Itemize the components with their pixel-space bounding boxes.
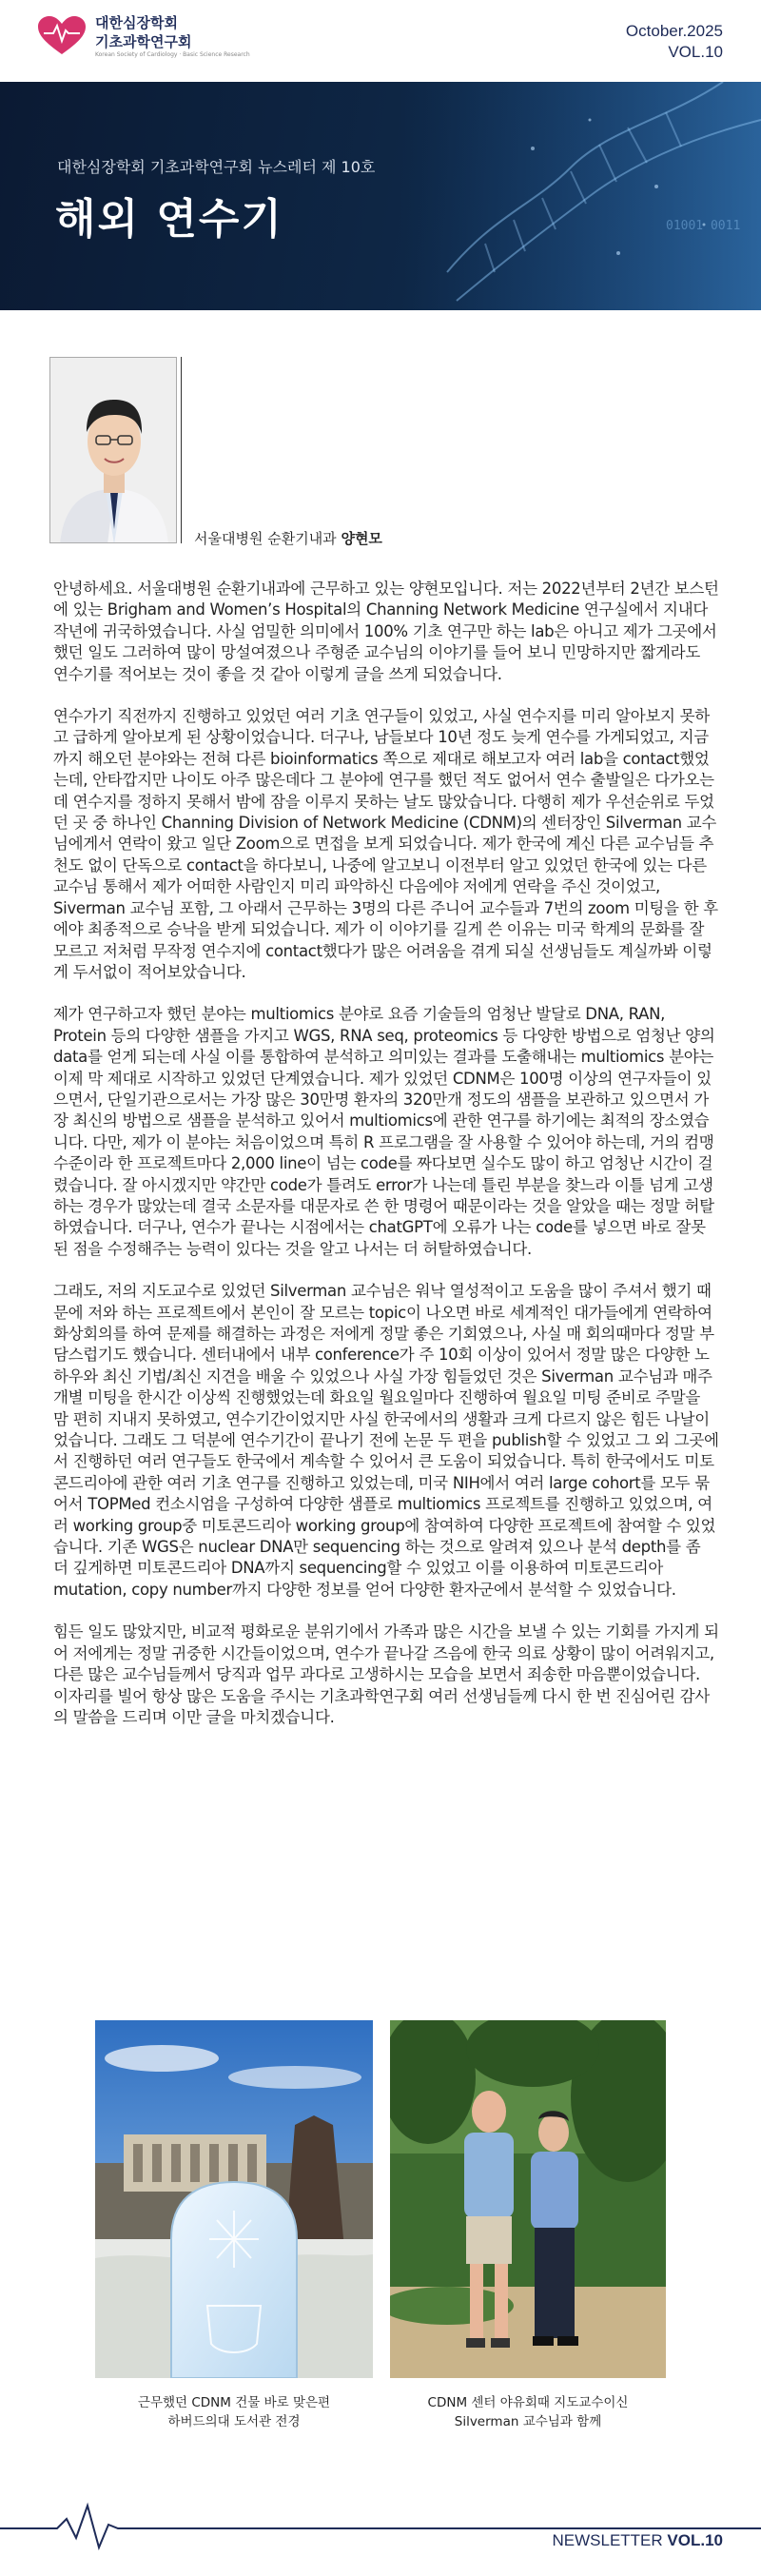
caption-line: 근무했던 CDNM 건물 바로 맞은편 [137, 2395, 331, 2410]
society-logo[interactable] [34, 13, 250, 59]
photo-caption [95, 2393, 373, 2431]
article-body [53, 579, 719, 1749]
issue-info [626, 21, 723, 63]
author-name: 양현모 [341, 530, 382, 547]
paragraph: 그래도, 저의 지도교수로 있었던 Silverman 교수님은 워낙 열성적이고 도움을 많이 주셔서 했기 때문에 저와 하는 프로젝트에서 본인이 잘 모르는 topic이 나오면 바로 세계적인 대가들에게 연락하여 화상회의를 하여 문제를 해결하는 과정은 저에게 정말 좋은 기회였으나, 사실 매 회의때마다 정말 부담스럽기도 했습니다. 센터내에서 내부 conference가 주 10회 이상이 있어서 정말 많은 다양한 노하우와 최신 기법/최신 지견을 배울 수 있었으나 사실 가장 힘들었던 것은 Siverman 교수님과 매주 개별 미팅을 한시간 이상씩 진행했었는데 화요일 월요일마다 진행하여 월요일 미팅 준비로 주말을 맘 편히 지내지 못하였고, 연수기간이었지만 사실 한국에서의 생활과 크게 다르지 않은 힘든 나날이었습니다. 그래도 그 덕분에 연수기간이 끝나기 전에 논문 두 편을 publish할 수 있었고 그 외 그곳에서 진행하던 여러 연구들도 한국에서 계속할 수 있어서 큰 도움이 되었습니다. 특히 한국에서도 미토콘드리아에 관한 여러 기초 연구를 진행하고 있었는데, 미국 NIH에서 여러 large cohort를 모두 묶어서 TOPMed 컨소시엄을 구성하여 다양한 샘플로 multiomics 프로젝트를 진행하고 있었으며, 여러 working group중 미토콘드리아 working group에 참여하여 다양한 프로젝트에 참여할 수 있었습니다. 기존 WGS은 nuclear DNA만 sequencing 하는 것으로 알려져 있으나 분석 depth를 좀 더 깊게하면 미토콘드리아 DNA까지 sequencing할 수 있었고 이를 이용하여 미토콘드리아 mutation, copy number까지 다양한 정보를 얻어 다양한 환자군에서 분석할 수 있었습니다. [53, 1282, 719, 1599]
author-caption [194, 528, 382, 548]
issue-volume: VOL.10 [668, 43, 723, 61]
caption-line: Silverman 교수님과 함께 [454, 2414, 602, 2429]
author-divider [181, 357, 182, 543]
caption-line: CDNM 센터 야유회때 지도교수이신 [427, 2395, 629, 2410]
hero-banner [0, 82, 761, 310]
paragraph: 안녕하세요. 서울대병원 순환기내과에 근무하고 있는 양현모입니다. 저는 2022년부터 2년간 보스턴에 있는 Brigham and Women’s Hospital의 Channing Network Medicine 연구실에서 지내다 작년에 귀국하였습니다. 사실 엄밀한 의미에서 100% 기초 연구만 하는 lab은 아니고 제가 그곳에서 했던 일도 그러하여 많이 망설여졌으나 주형준 교수님의 이야기를 들어 보니 민망하지만 짧게라도 연수기를 적어보는 것이 좋을 것 같아 이렇게 글을 쓰게 되었습니다. [53, 580, 719, 683]
page-title: 해외 연수기 [55, 195, 283, 244]
author-affiliation: 서울대병원 순환기내과 [194, 530, 337, 547]
page-header [0, 0, 761, 76]
banner-subtitle: 대한심장학회 기초과학연구회 뉴스레터 제 10호 [57, 158, 376, 176]
org-name-line1: 대한심장학회 [95, 14, 178, 31]
paragraph: 연수가기 직전까지 진행하고 있었던 여러 기초 연구들이 있었고, 사실 연수지를 미리 알아보지 못하고 급하게 알아보게 된 상황이었습니다. 더구나, 남들보다 10년 정도 늦게 연수를 가게되었고, 지금까지 해오던 분야와는 전혀 다른 bioinformatics 쪽으로 제대로 해보고자 여러 lab을 contact했었는데, 안타깝지만 나이도 아주 많은데다 그 분야에 연구를 했던 적도 없어서 연수 출발일은 다가오는데 연수지를 정하지 못해서 밤에 잠을 이루지 못하는 날도 많았습니다. 다행히 제가 우선순위로 두었던 곳 중 하나인 Channing Division of Network Medicine (CDNM)의 센터장인 Silverman 교수님에게서 연락이 왔고 일단 Zoom으로 면접을 보게 되었습니다. 제가 한국에 계신 다른 교수님들 추천도 없이 단독으로 contact을 하다보니, 나중에 알고보니 이전부터 알고 있었던 한국에 있는 다른 교수님 통해서 제가 어떠한 사람인지 미리 파악하신 다음에야 저에게 연락을 주신 것이었고, Siverman 교수님 포함, 그 아래서 근무하는 3명의 다른 주니어 교수들과 7번의 zoom 미팅을 한 후에야 최종적으로 승낙을 받게 되었습니다. 제가 이 이야기를 길게 쓴 이유는 미국 학계의 문화를 잘 모르고 저처럼 무작정 연수지에 contact했다가 많은 어려움을 겪게 되실 선생님들도 계실까봐 이렇게 두서없이 적어보았습니다. [53, 707, 718, 981]
paragraph: 제가 연구하고자 했던 분야는 multiomics 분야로 요즘 기술들의 엄청난 발달로 DNA, RAN, Protein 등의 다양한 샘플을 가지고 WGS, RNA seq, proteomics 등 다양한 방법으로 엄청난 양의 data를 얻게 되는데 사실 이를 통합하여 분석하고 의미있는 결과를 도출해내는 multiomics 분야는 이제 막 제대로 시작하고 있었던 단계였습니다. 제가 있었던 CDNM은 100명 이상의 연구자들이 있으면서, 단일기관으로서는 가장 많은 30만명 환자의 320만개 정도의 샘플을 보관하고 있으면서 가장 최신의 방법으로 샘플을 분석하고 있어서 multiomics에 관한 연구를 하기에는 최적의 장소였습니다. 다만, 제가 이 분야는 처음이었으며 특히 R 프로그램을 잘 사용할 수 있어야 하는데, 거의 컴맹수준이라 한 프로젝트마다 2,000 line이 넘는 code를 짜다보면 실수도 많이 하고 엄청난 시간이 걸렸습니다. 잘 아시겠지만 약간만 code가 틀려도 error가 나는데 틀린 부분을 찾느라 이틀 넘게 고생하는 경우가 많았는데 결국 소문자를 대문자로 쓴 한 명령어 때문이라는 것을 알았을 때는 정말 허탈하였습니다. 더구나, 연수가 끝나는 시점에서는 chatGPT에 오류가 나는 code를 넣으면 바로 잘못된 점을 수정해주는 능력이 있다는 것을 알고 나서는 더 허탈하였습니다. [53, 1005, 715, 1258]
issue-date: October.2025 [625, 22, 723, 40]
logo-text [95, 13, 250, 59]
caption-line: 하버드의대 도서관 전경 [167, 2414, 301, 2429]
logo-heart-icon [34, 14, 89, 58]
author-photo [49, 357, 177, 543]
photo-with-advisor [390, 2020, 666, 2378]
org-name-sub: Korean Society of Cardiology · Basic Science Research [95, 51, 250, 58]
footer-volume: VOL.10 [667, 2531, 723, 2549]
paragraph: 힘든 일도 많았지만, 비교적 평화로운 분위기에서 가족과 많은 시간을 보낼 수 있는 기회를 가지게 되어 저에게는 정말 귀중한 시간들이었으며, 연수가 끝나갈 즈음에 한국 의료 상황이 많이 어려워지고, 다른 많은 교수님들께서 당직과 업무 과다로 고생하시는 모습을 보면서 죄송한 마음뿐이었습니다. 이자리를 빌어 항상 많은 도움을 주시는 기초과학연구회 여러 선생님들께 다시 한 번 진심어린 감사의 말씀을 드리며 이만 글을 마치겠습니다. [53, 1622, 719, 1726]
photo-library [95, 2020, 373, 2378]
photo-caption [390, 2393, 666, 2431]
org-name-line2: 기초과학연구회 [95, 33, 192, 50]
binary-text: 01001 0011 [666, 219, 741, 233]
footer-label [552, 2531, 723, 2550]
footer-newsletter: NEWSLETTER [552, 2531, 663, 2549]
